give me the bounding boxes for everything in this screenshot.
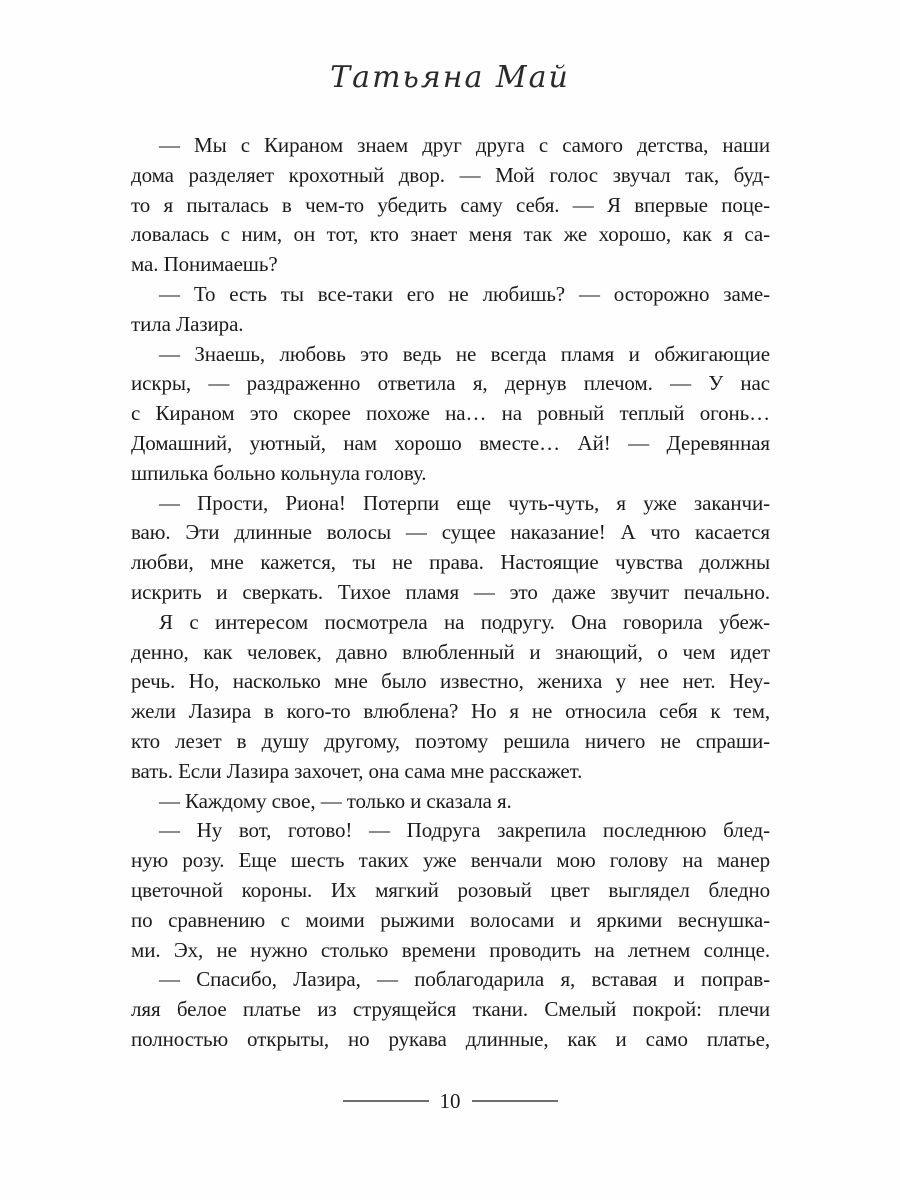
author-name: Татьяна Май (330, 60, 570, 95)
text-line: денно, как человек, давно влюбленный и знающий, о чем идет (131, 639, 770, 664)
text-line: — Мы с Кираном знаем друг друга с самого детства, наши (159, 133, 770, 157)
text-line: ваю. Эти длинные волосы — сущее наказание! А что касается (131, 520, 770, 545)
paragraph-1 (131, 131, 770, 280)
text-line: — Знаешь, любовь это ведь не всегда пламя и обжигающие (159, 341, 770, 366)
paragraph-4 (131, 489, 770, 608)
paragraph-3 (131, 340, 770, 489)
paragraph-5 (131, 608, 770, 787)
text-line: любви, мне кажется, ты не права. Настоящие чувства должны (131, 550, 770, 575)
paragraph-6 (131, 787, 770, 817)
text-line: полностью открыты, но рукава длинные, как и само платье, (131, 1026, 770, 1051)
text-line: искрить и сверкать. Тихое пламя — это даже звучит печально. (131, 579, 770, 604)
text-line: по сравнению с моими рыжими волосами и яркими веснушка- (131, 907, 770, 932)
text-line: вать. Если Лазира захочет, она сама мне расскажет. (131, 758, 583, 783)
footer-rule-right (472, 1100, 558, 1102)
text-line: — Ну вот, готово! — Подруга закрепила последнюю блед- (159, 818, 770, 843)
page-footer (0, 1088, 900, 1114)
text-line: — Каждому свое, — только и сказала я. (159, 788, 512, 813)
footer-rule-left (343, 1100, 429, 1102)
text-line: — То есть ты все-таки его не любишь? — осторожно заме- (159, 281, 770, 306)
paragraph-7 (131, 816, 770, 965)
text-line: ную розу. Еще шесть таких уже венчали мою голову на манер (131, 848, 770, 873)
text-line: жели Лазира в кого-то влюблена? Но я не относила себя к тем, (131, 699, 770, 724)
text-line: цветочной короны. Их мягкий розовый цвет выглядел бледно (131, 877, 770, 902)
text-line: Я с интересом посмотрела на подругу. Она говорила убеж- (159, 609, 770, 634)
text-line: дома разделяет крохотный двор. — Мой голос звучал так, буд- (131, 162, 770, 187)
text-line: Домашний, уютный, нам хорошо вместе… Ай! — Деревянная (131, 430, 770, 455)
paragraph-8 (131, 965, 770, 1054)
text-line: ляя белое платье из струящейся ткани. Смелый покрой: плечи (131, 997, 770, 1022)
body-text (131, 131, 770, 1055)
text-line: — Прости, Риона! Потерпи еще чуть-чуть, я уже заканчи- (159, 490, 770, 515)
text-line: ма. Понимаешь? (131, 252, 278, 277)
text-line: ловалась с ним, он тот, кто знает меня так же хорошо, как я са- (131, 222, 770, 247)
text-line: ми. Эх, не нужно столько времени проводить на летнем солнце. (131, 937, 770, 962)
running-header (0, 60, 900, 95)
text-line: то я пыталась в чем-то убедить саму себя. — Я впервые поце- (131, 192, 770, 217)
text-line: искры, — раздраженно ответила я, дернув плечом. — У нас (131, 371, 770, 396)
text-line: тила Лазира. (131, 311, 244, 336)
text-line: речь. Но, насколько мне было известно, жениха у нее нет. Неу- (131, 669, 770, 694)
text-line: с Кираном это скорее похоже на… на ровный теплый огонь… (131, 401, 770, 426)
text-line: кто лезет в душу другому, поэтому решила ничего не спраши- (131, 728, 770, 753)
page-number: 10 (439, 1089, 461, 1113)
text-line: — Спасибо, Лазира, — поблагодарила я, вставая и поправ- (159, 967, 770, 992)
paragraph-2 (131, 280, 770, 340)
text-line: шпилька больно кольнула голову. (131, 460, 427, 485)
